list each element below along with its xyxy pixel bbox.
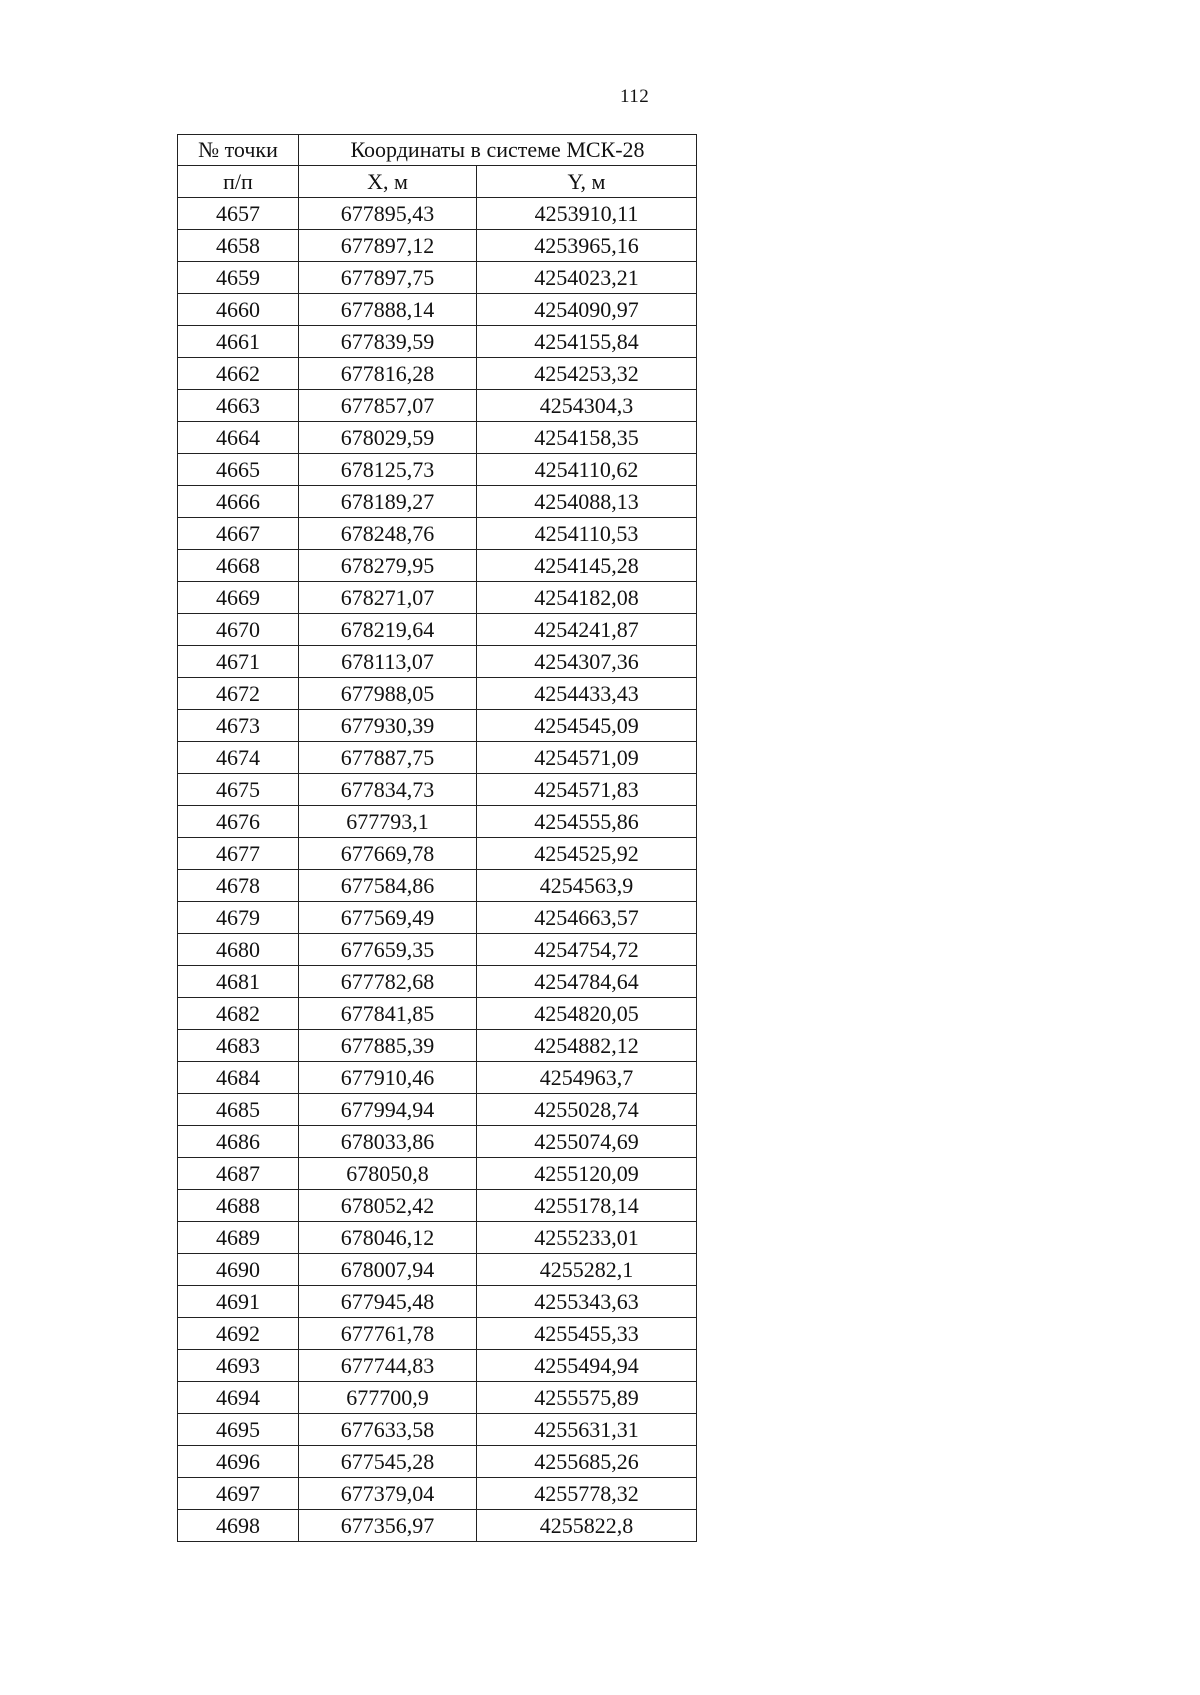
table-row (178, 998, 697, 1030)
x-coordinate-cell: 678189,27 (299, 486, 477, 518)
point-number-cell: 4664 (178, 422, 299, 454)
point-number-cell: 4684 (178, 1062, 299, 1094)
table-row (178, 1158, 697, 1190)
x-coordinate-cell: 677659,35 (299, 934, 477, 966)
y-coordinate-cell: 4255631,31 (477, 1414, 697, 1446)
page-number: 112 (620, 86, 650, 107)
y-coordinate-cell: 4254571,09 (477, 742, 697, 774)
x-coordinate-cell: 677897,12 (299, 230, 477, 262)
x-coordinate-cell: 677633,58 (299, 1414, 477, 1446)
point-number-cell: 4669 (178, 582, 299, 614)
point-number-cell: 4673 (178, 710, 299, 742)
x-coordinate-cell: 677569,49 (299, 902, 477, 934)
table-row (178, 486, 697, 518)
y-column-header: Y, м (477, 166, 697, 198)
x-coordinate-cell: 678219,64 (299, 614, 477, 646)
y-coordinate-cell: 4254820,05 (477, 998, 697, 1030)
table-row (178, 582, 697, 614)
y-coordinate-cell: 4254545,09 (477, 710, 697, 742)
point-number-cell: 4657 (178, 198, 299, 230)
point-number-cell: 4661 (178, 326, 299, 358)
y-coordinate-cell: 4255822,8 (477, 1510, 697, 1542)
table-row (178, 326, 697, 358)
x-coordinate-cell: 678125,73 (299, 454, 477, 486)
point-number-cell: 4662 (178, 358, 299, 390)
table-row (178, 902, 697, 934)
table-row (178, 806, 697, 838)
x-coordinate-cell: 678029,59 (299, 422, 477, 454)
point-number-cell: 4695 (178, 1414, 299, 1446)
table-row (178, 358, 697, 390)
point-number-cell: 4696 (178, 1446, 299, 1478)
x-coordinate-cell: 677994,94 (299, 1094, 477, 1126)
table-row (178, 1478, 697, 1510)
x-coordinate-cell: 677782,68 (299, 966, 477, 998)
point-number-cell: 4658 (178, 230, 299, 262)
y-coordinate-cell: 4254555,86 (477, 806, 697, 838)
y-coordinate-cell: 4255494,94 (477, 1350, 697, 1382)
point-number-cell: 4675 (178, 774, 299, 806)
x-coordinate-cell: 677356,97 (299, 1510, 477, 1542)
y-coordinate-cell: 4254155,84 (477, 326, 697, 358)
table-row (178, 294, 697, 326)
x-coordinate-cell: 678033,86 (299, 1126, 477, 1158)
y-coordinate-cell: 4255343,63 (477, 1286, 697, 1318)
y-coordinate-cell: 4253965,16 (477, 230, 697, 262)
y-coordinate-cell: 4254963,7 (477, 1062, 697, 1094)
x-coordinate-cell: 678050,8 (299, 1158, 477, 1190)
point-number-cell: 4660 (178, 294, 299, 326)
point-number-cell: 4677 (178, 838, 299, 870)
x-coordinate-cell: 678046,12 (299, 1222, 477, 1254)
table-row (178, 934, 697, 966)
x-coordinate-cell: 678052,42 (299, 1190, 477, 1222)
y-coordinate-cell: 4254110,53 (477, 518, 697, 550)
table-row (178, 1222, 697, 1254)
table-row (178, 1414, 697, 1446)
table-row (178, 1286, 697, 1318)
y-coordinate-cell: 4254563,9 (477, 870, 697, 902)
table-row (178, 710, 697, 742)
table-row (178, 1446, 697, 1478)
point-number-cell: 4693 (178, 1350, 299, 1382)
point-number-cell: 4687 (178, 1158, 299, 1190)
table-row (178, 870, 697, 902)
y-coordinate-cell: 4254182,08 (477, 582, 697, 614)
table-header (178, 135, 697, 198)
table-row (178, 966, 697, 998)
table-row (178, 454, 697, 486)
x-coordinate-cell: 677897,75 (299, 262, 477, 294)
point-number-cell: 4697 (178, 1478, 299, 1510)
table-row (178, 1094, 697, 1126)
point-number-cell: 4681 (178, 966, 299, 998)
point-number-cell: 4683 (178, 1030, 299, 1062)
point-number-cell: 4668 (178, 550, 299, 582)
point-number-cell: 4685 (178, 1094, 299, 1126)
point-number-cell: 4667 (178, 518, 299, 550)
point-number-cell: 4671 (178, 646, 299, 678)
x-coordinate-cell: 678271,07 (299, 582, 477, 614)
point-number-cell: 4672 (178, 678, 299, 710)
table-row (178, 742, 697, 774)
x-coordinate-cell: 678279,95 (299, 550, 477, 582)
point-number-cell: 4663 (178, 390, 299, 422)
x-coordinate-cell: 677885,39 (299, 1030, 477, 1062)
point-number-cell: 4666 (178, 486, 299, 518)
x-coordinate-cell: 677930,39 (299, 710, 477, 742)
x-coordinate-cell: 677584,86 (299, 870, 477, 902)
x-coordinate-cell: 677841,85 (299, 998, 477, 1030)
y-coordinate-cell: 4254088,13 (477, 486, 697, 518)
point-number-cell: 4674 (178, 742, 299, 774)
y-coordinate-cell: 4254241,87 (477, 614, 697, 646)
x-coordinate-cell: 677888,14 (299, 294, 477, 326)
x-coordinate-cell: 677379,04 (299, 1478, 477, 1510)
table-row (178, 1318, 697, 1350)
table-row (178, 646, 697, 678)
point-number-header: № точки (178, 135, 299, 166)
point-number-cell: 4690 (178, 1254, 299, 1286)
x-coordinate-cell: 677988,05 (299, 678, 477, 710)
table-row (178, 774, 697, 806)
y-coordinate-cell: 4254754,72 (477, 934, 697, 966)
point-number-cell: 4679 (178, 902, 299, 934)
x-coordinate-cell: 677857,07 (299, 390, 477, 422)
x-coordinate-cell: 677839,59 (299, 326, 477, 358)
table-row (178, 838, 697, 870)
y-coordinate-cell: 4255282,1 (477, 1254, 697, 1286)
x-coordinate-cell: 677945,48 (299, 1286, 477, 1318)
point-number-cell: 4659 (178, 262, 299, 294)
y-coordinate-cell: 4255178,14 (477, 1190, 697, 1222)
x-coordinate-cell: 677910,46 (299, 1062, 477, 1094)
table-row (178, 1030, 697, 1062)
y-coordinate-cell: 4254433,43 (477, 678, 697, 710)
table-row (178, 678, 697, 710)
y-coordinate-cell: 4253910,11 (477, 198, 697, 230)
point-number-cell: 4665 (178, 454, 299, 486)
table-row (178, 230, 697, 262)
x-coordinate-cell: 677895,43 (299, 198, 477, 230)
x-coordinate-cell: 677887,75 (299, 742, 477, 774)
y-coordinate-cell: 4254158,35 (477, 422, 697, 454)
y-coordinate-cell: 4254663,57 (477, 902, 697, 934)
point-number-cell: 4678 (178, 870, 299, 902)
point-number-cell: 4686 (178, 1126, 299, 1158)
point-number-cell: 4698 (178, 1510, 299, 1542)
table-row (178, 1254, 697, 1286)
x-coordinate-cell: 677700,9 (299, 1382, 477, 1414)
point-number-subheader: п/п (178, 166, 299, 198)
point-number-cell: 4691 (178, 1286, 299, 1318)
table-row (178, 1510, 697, 1542)
table-row (178, 550, 697, 582)
y-coordinate-cell: 4255074,69 (477, 1126, 697, 1158)
point-number-cell: 4682 (178, 998, 299, 1030)
table-row (178, 390, 697, 422)
table-row (178, 1382, 697, 1414)
y-coordinate-cell: 4254253,32 (477, 358, 697, 390)
y-coordinate-cell: 4254882,12 (477, 1030, 697, 1062)
y-coordinate-cell: 4255685,26 (477, 1446, 697, 1478)
point-number-cell: 4694 (178, 1382, 299, 1414)
y-coordinate-cell: 4255233,01 (477, 1222, 697, 1254)
table-row (178, 1126, 697, 1158)
table-row (178, 518, 697, 550)
table-row (178, 1062, 697, 1094)
x-coordinate-cell: 677545,28 (299, 1446, 477, 1478)
x-coordinate-cell: 678007,94 (299, 1254, 477, 1286)
y-coordinate-cell: 4255575,89 (477, 1382, 697, 1414)
x-coordinate-cell: 677761,78 (299, 1318, 477, 1350)
table-row (178, 614, 697, 646)
y-coordinate-cell: 4254307,36 (477, 646, 697, 678)
table-row (178, 422, 697, 454)
x-coordinate-cell: 678248,76 (299, 518, 477, 550)
table-row (178, 198, 697, 230)
point-number-cell: 4670 (178, 614, 299, 646)
y-coordinate-cell: 4254023,21 (477, 262, 697, 294)
y-coordinate-cell: 4255778,32 (477, 1478, 697, 1510)
y-coordinate-cell: 4254110,62 (477, 454, 697, 486)
y-coordinate-cell: 4255028,74 (477, 1094, 697, 1126)
y-coordinate-cell: 4255455,33 (477, 1318, 697, 1350)
coordinates-group-header: Координаты в системе МСК-28 (299, 135, 697, 166)
x-coordinate-cell: 678113,07 (299, 646, 477, 678)
point-number-cell: 4680 (178, 934, 299, 966)
y-coordinate-cell: 4254571,83 (477, 774, 697, 806)
x-coordinate-cell: 677744,83 (299, 1350, 477, 1382)
y-coordinate-cell: 4254090,97 (477, 294, 697, 326)
point-number-cell: 4692 (178, 1318, 299, 1350)
point-number-cell: 4688 (178, 1190, 299, 1222)
table-body (178, 198, 697, 1542)
y-coordinate-cell: 4254145,28 (477, 550, 697, 582)
x-coordinate-cell: 677793,1 (299, 806, 477, 838)
point-number-cell: 4676 (178, 806, 299, 838)
y-coordinate-cell: 4254525,92 (477, 838, 697, 870)
table-row (178, 1190, 697, 1222)
table-row (178, 1350, 697, 1382)
x-column-header: X, м (299, 166, 477, 198)
y-coordinate-cell: 4254784,64 (477, 966, 697, 998)
table-row (178, 262, 697, 294)
x-coordinate-cell: 677834,73 (299, 774, 477, 806)
x-coordinate-cell: 677816,28 (299, 358, 477, 390)
y-coordinate-cell: 4254304,3 (477, 390, 697, 422)
coordinates-table (177, 134, 697, 1542)
y-coordinate-cell: 4255120,09 (477, 1158, 697, 1190)
x-coordinate-cell: 677669,78 (299, 838, 477, 870)
point-number-cell: 4689 (178, 1222, 299, 1254)
